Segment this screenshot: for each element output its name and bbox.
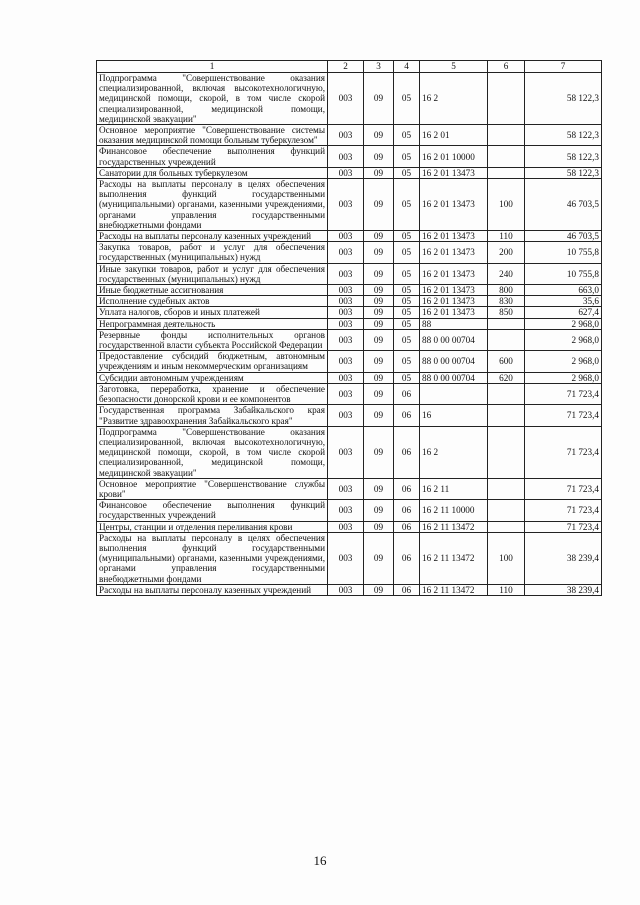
row-subsection: 05 [394,125,420,146]
row-target-code: 16 2 11 13472 [420,521,488,532]
row-admin-code: 003 [328,426,364,478]
row-expense-type: 850 [488,307,525,318]
row-expense-type: 110 [488,584,525,595]
row-section: 09 [364,307,394,318]
header-cell-7: 7 [525,61,602,73]
row-target-code: 16 2 01 13473 [420,307,488,318]
row-name: Государственная программа Забайкальского края "Развитие здравоохранения Забайкальского края" [97,405,328,426]
row-amount: 2 968,0 [525,351,602,372]
table-row [97,285,602,296]
row-admin-code: 003 [328,125,364,146]
row-subsection: 06 [394,383,420,404]
row-name: Уплата налогов, сборов и иных платежей [97,307,328,318]
row-section: 09 [364,329,394,350]
row-section: 09 [364,318,394,329]
row-expense-type [488,167,525,178]
row-section: 09 [364,500,394,521]
row-target-code: 88 0 00 00704 [420,351,488,372]
row-section: 09 [364,146,394,167]
row-target-code: 16 2 01 13473 [420,285,488,296]
table-row [97,372,602,383]
row-admin-code: 003 [328,242,364,263]
table-row [97,73,602,125]
table-header-row [97,61,602,73]
header-cell-3: 3 [364,61,394,73]
row-subsection: 05 [394,318,420,329]
table-row [97,405,602,426]
row-section: 09 [364,167,394,178]
table-row [97,426,602,478]
row-admin-code: 003 [328,263,364,284]
row-amount: 627,4 [525,307,602,318]
row-amount: 71 723,4 [525,500,602,521]
row-name: Основное мероприятие "Совершенствование системы оказания медицинской помощи больным туберкулезом" [97,125,328,146]
row-expense-type [488,521,525,532]
budget-table [96,60,602,596]
row-name: Основное мероприятие "Совершенствование службы крови" [97,478,328,499]
row-admin-code: 003 [328,532,364,584]
row-section: 09 [364,296,394,307]
row-expense-type: 110 [488,231,525,242]
header-cell-1: 1 [97,61,328,73]
row-subsection: 05 [394,296,420,307]
row-name: Санатории для больных туберкулезом [97,167,328,178]
row-target-code: 16 2 01 13473 [420,231,488,242]
table-row [97,179,602,231]
row-admin-code: 003 [328,285,364,296]
row-section: 09 [364,521,394,532]
row-amount: 46 703,5 [525,231,602,242]
row-subsection: 05 [394,242,420,263]
row-expense-type [488,500,525,521]
header-cell-4: 4 [394,61,420,73]
row-name: Непрограммная деятельность [97,318,328,329]
row-expense-type: 620 [488,372,525,383]
row-section: 09 [364,73,394,125]
row-amount: 71 723,4 [525,383,602,404]
table-row [97,167,602,178]
row-target-code: 16 2 01 13473 [420,179,488,231]
row-amount: 10 755,8 [525,242,602,263]
row-admin-code: 003 [328,500,364,521]
row-subsection: 05 [394,307,420,318]
row-expense-type: 100 [488,532,525,584]
row-expense-type: 830 [488,296,525,307]
row-admin-code: 003 [328,318,364,329]
row-subsection: 05 [394,179,420,231]
table-row [97,242,602,263]
row-target-code: 16 2 01 13473 [420,296,488,307]
row-target-code: 16 2 [420,73,488,125]
row-name: Расходы на выплаты персоналу в целях обеспечения выполнения функций государственными (муниципальными) органами, казенными учреждениями, органами управления государственными внебюджетными фондами [97,179,328,231]
row-subsection: 05 [394,329,420,350]
row-amount: 58 122,3 [525,146,602,167]
row-target-code: 88 0 00 00704 [420,372,488,383]
row-subsection: 05 [394,231,420,242]
row-subsection: 05 [394,73,420,125]
table-row [97,584,602,595]
row-admin-code: 003 [328,73,364,125]
row-expense-type [488,73,525,125]
row-section: 09 [364,372,394,383]
row-amount: 71 723,4 [525,405,602,426]
table-row [97,263,602,284]
row-amount: 38 239,4 [525,532,602,584]
row-section: 09 [364,351,394,372]
row-section: 09 [364,426,394,478]
row-name: Финансовое обеспечение выполнения функций государственных учреждений [97,146,328,167]
row-admin-code: 003 [328,372,364,383]
row-target-code: 16 2 01 10000 [420,146,488,167]
row-name: Иные закупки товаров, работ и услуг для обеспечения государственных (муниципальных) нужд [97,263,328,284]
row-target-code: 16 2 01 [420,125,488,146]
row-target-code: 16 2 11 [420,478,488,499]
row-target-code: 88 0 00 00704 [420,329,488,350]
row-admin-code: 003 [328,383,364,404]
row-expense-type: 800 [488,285,525,296]
row-admin-code: 003 [328,351,364,372]
table-row [97,500,602,521]
row-target-code: 16 2 11 13472 [420,532,488,584]
row-section: 09 [364,285,394,296]
row-subsection: 06 [394,500,420,521]
row-amount: 663,0 [525,285,602,296]
row-subsection: 06 [394,405,420,426]
row-section: 09 [364,532,394,584]
row-name: Предоставление субсидий бюджетным, автономным учреждениям и иным некоммерческим организациям [97,351,328,372]
row-admin-code: 003 [328,231,364,242]
row-subsection: 06 [394,478,420,499]
row-name: Расходы на выплаты персоналу в целях обеспечения выполнения функций государственными (муниципальными) органами, казенными учреждениями, органами управления государственными внебюджетными фондами [97,532,328,584]
row-section: 09 [364,263,394,284]
row-expense-type [488,383,525,404]
row-admin-code: 003 [328,146,364,167]
row-amount: 71 723,4 [525,521,602,532]
row-admin-code: 003 [328,296,364,307]
row-admin-code: 003 [328,405,364,426]
row-amount: 58 122,3 [525,125,602,146]
row-expense-type [488,405,525,426]
row-name: Финансовое обеспечение выполнения функций государственных учреждений [97,500,328,521]
row-subsection: 05 [394,146,420,167]
row-admin-code: 003 [328,584,364,595]
row-section: 09 [364,179,394,231]
row-amount: 2 968,0 [525,372,602,383]
row-admin-code: 003 [328,179,364,231]
row-expense-type [488,329,525,350]
row-expense-type: 600 [488,351,525,372]
row-target-code: 88 [420,318,488,329]
row-subsection: 06 [394,521,420,532]
row-subsection: 06 [394,426,420,478]
table-row [97,231,602,242]
row-subsection: 05 [394,372,420,383]
table-row [97,307,602,318]
row-subsection: 05 [394,263,420,284]
row-target-code: 16 2 01 13473 [420,263,488,284]
row-section: 09 [364,478,394,499]
table-row [97,125,602,146]
row-subsection: 05 [394,167,420,178]
row-target-code: 16 2 01 13473 [420,167,488,178]
row-section: 09 [364,584,394,595]
table-row [97,329,602,350]
row-name: Субсидии автономным учреждениям [97,372,328,383]
row-admin-code: 003 [328,478,364,499]
row-name: Иные бюджетные ассигнования [97,285,328,296]
row-amount: 46 703,5 [525,179,602,231]
row-amount: 2 968,0 [525,318,602,329]
row-name: Исполнение судебных актов [97,296,328,307]
row-amount: 38 239,4 [525,584,602,595]
row-target-code: 16 2 01 13473 [420,242,488,263]
row-subsection: 05 [394,351,420,372]
row-section: 09 [364,125,394,146]
row-expense-type [488,125,525,146]
row-amount: 58 122,3 [525,73,602,125]
row-admin-code: 003 [328,307,364,318]
row-amount: 10 755,8 [525,263,602,284]
row-amount: 71 723,4 [525,426,602,478]
row-expense-type: 240 [488,263,525,284]
table-row [97,146,602,167]
page-number: 16 [313,853,327,868]
row-section: 09 [364,231,394,242]
row-expense-type: 200 [488,242,525,263]
row-section: 09 [364,242,394,263]
row-admin-code: 003 [328,521,364,532]
row-expense-type [488,318,525,329]
header-cell-6: 6 [488,61,525,73]
row-expense-type [488,146,525,167]
table-row [97,532,602,584]
row-name: Закупка товаров, работ и услуг для обеспечения государственных (муниципальных) нужд [97,242,328,263]
row-target-code: 16 2 11 10000 [420,500,488,521]
row-target-code: 16 [420,405,488,426]
row-section: 09 [364,405,394,426]
row-expense-type: 100 [488,179,525,231]
header-cell-2: 2 [328,61,364,73]
row-target-code: 16 2 11 13472 [420,584,488,595]
row-name: Резервные фонды исполнительных органов государственной власти субъекта Российской Федерации [97,329,328,350]
row-section: 09 [364,383,394,404]
row-subsection: 06 [394,532,420,584]
row-amount: 58 122,3 [525,167,602,178]
row-admin-code: 003 [328,329,364,350]
row-subsection: 05 [394,285,420,296]
row-amount: 2 968,0 [525,329,602,350]
row-name: Заготовка, переработка, хранение и обеспечение безопасности донорской крови и ее компонентов [97,383,328,404]
row-amount: 35,6 [525,296,602,307]
table-row [97,296,602,307]
row-admin-code: 003 [328,167,364,178]
table-row [97,351,602,372]
row-name: Подпрограмма "Совершенствование оказания специализированной, включая высокотехнологичную, медицинской помощи, скорой, в том числе скорой специализированной, медицинской помощи, медицинской эвакуации" [97,426,328,478]
table-row [97,383,602,404]
row-name: Расходы на выплаты персоналу казенных учреждений [97,231,328,242]
row-amount: 71 723,4 [525,478,602,499]
row-name: Расходы на выплаты персоналу казенных учреждений [97,584,328,595]
row-expense-type [488,426,525,478]
table-row [97,478,602,499]
row-name: Центры, станции и отделения переливания крови [97,521,328,532]
table-row [97,318,602,329]
table-row [97,521,602,532]
row-subsection: 06 [394,584,420,595]
row-expense-type [488,478,525,499]
header-cell-5: 5 [420,61,488,73]
row-target-code: 16 2 [420,426,488,478]
row-name: Подпрограмма "Совершенствование оказания специализированной, включая высокотехнологичную, медицинской помощи, скорой, в том числе скорой специализированной, медицинской помощи, медицинской эвакуации" [97,73,328,125]
row-target-code [420,383,488,404]
